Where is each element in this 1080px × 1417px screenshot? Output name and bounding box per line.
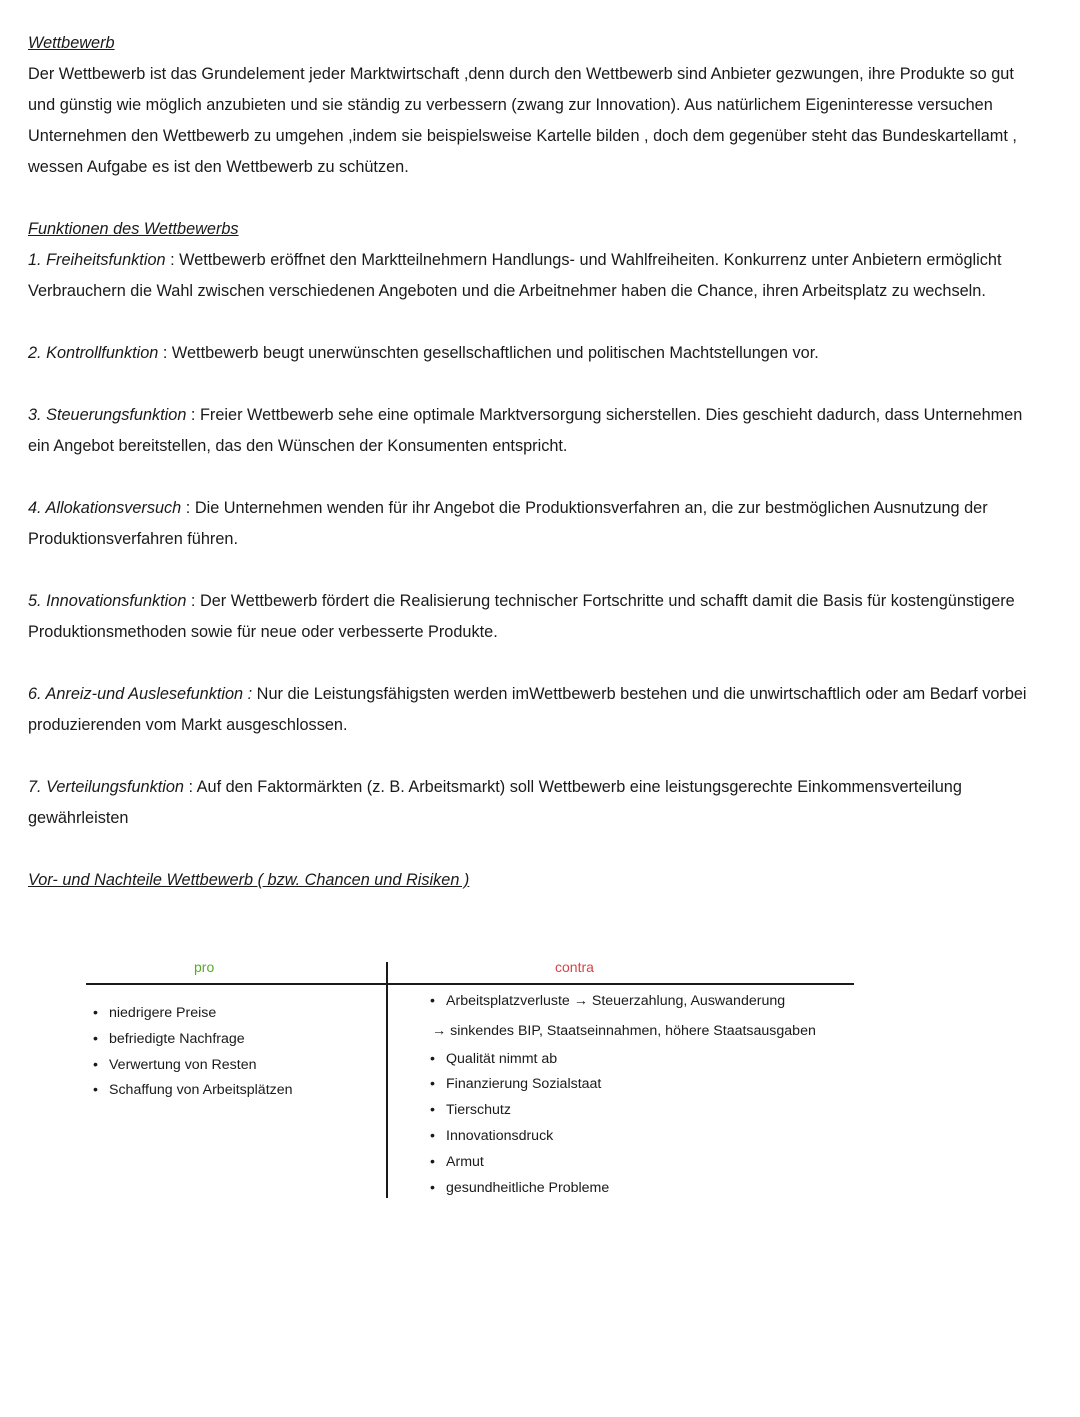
contra-item-text: → sinkendes BIP, Staatseinnahmen, höhere Staatsausgaben	[432, 1022, 816, 1039]
function-text: Nur die Leistungsfähigsten werden imWettbewerb bestehen und die unwirtschaftlich oder am Bedarf vorbei produzierenden vom Markt ausgeschlossen.	[28, 685, 1027, 734]
list-item	[423, 1098, 816, 1124]
spacer	[28, 648, 1038, 679]
contra-list	[423, 989, 816, 1201]
function-text: : Freier Wettbewerb sehe eine optimale Marktversorgung sicherstellen. Dies geschieht dadurch, dass Unternehmen ein Angebot bereitstellen, das den Wünschen der Konsumenten entspricht.	[28, 406, 1023, 455]
list-item	[86, 1078, 293, 1104]
contra-item-text: Tierschutz	[446, 1102, 511, 1119]
contra-column-header: contra	[555, 959, 594, 975]
list-item	[86, 1053, 293, 1079]
bullet-icon: •	[93, 1030, 98, 1047]
bullet-icon: •	[430, 1050, 435, 1067]
function-name: 6. Anreiz-und Auslesefunktion :	[28, 685, 253, 703]
section-heading-wettbewerb: Wettbewerb	[28, 34, 115, 52]
spacer	[28, 555, 1038, 586]
function-name: 2. Kontrollfunktion	[28, 344, 159, 362]
function-item	[28, 586, 1038, 648]
function-text: : Wettbewerb beugt unerwünschten gesellschaftlichen und politischen Machtstellungen vor.	[158, 344, 819, 362]
list-item	[423, 1047, 816, 1073]
function-item	[28, 493, 1038, 555]
list-item	[423, 1072, 816, 1098]
bullet-icon: •	[430, 1153, 435, 1170]
pro-item-text: Schaffung von Arbeitsplätzen	[109, 1082, 293, 1099]
bullet-icon: •	[93, 1082, 98, 1099]
function-text: : Die Unternehmen wenden für ihr Angebot die Produktionsverfahren an, die zur bestmöglichen Ausnutzung der Produktionsverfahren führen.	[28, 499, 988, 548]
contra-item-text: gesundheitliche Probleme	[446, 1179, 610, 1196]
spacer	[28, 307, 1038, 338]
contra-item-text: Qualität nimmt ab	[446, 1050, 558, 1067]
bullet-icon: •	[430, 1076, 435, 1093]
function-name: 5. Innovationsfunktion	[28, 592, 187, 610]
pro-column-header: pro	[194, 959, 215, 975]
function-item	[28, 679, 1038, 741]
contra-item-text: Arbeitsplatzverluste → Steuerzahlung, Auswanderung	[446, 993, 786, 1009]
function-text: : Auf den Faktormärkten (z. B. Arbeitsmarkt) soll Wettbewerb eine leistungsgerechte Einkommensverteilung gewährleisten	[28, 778, 962, 827]
list-item	[423, 1124, 816, 1150]
list-item	[423, 1176, 816, 1202]
bullet-icon: •	[93, 1005, 98, 1021]
bullet-icon: •	[430, 993, 435, 1009]
spacer	[28, 183, 1038, 214]
list-item	[423, 989, 816, 1015]
function-item	[28, 772, 1038, 834]
function-item	[28, 400, 1038, 462]
pro-list	[86, 1001, 293, 1104]
list-item	[86, 1027, 293, 1053]
function-name: 1. Freiheitsfunktion	[28, 251, 166, 269]
table-vertical-divider	[386, 962, 388, 1198]
pro-item-text: niedrigere Preise	[109, 1005, 217, 1021]
contra-item-text: Innovationsdruck	[446, 1127, 554, 1144]
function-item	[28, 245, 1038, 307]
spacer	[28, 462, 1038, 493]
document-page	[28, 28, 1038, 896]
pro-item-text: befriedigte Nachfrage	[109, 1030, 245, 1047]
list-item	[86, 1001, 293, 1027]
contra-item-text: Finanzierung Sozialstaat	[446, 1076, 602, 1093]
bullet-icon: •	[93, 1056, 98, 1073]
function-text: : Wettbewerb eröffnet den Marktteilnehmern Handlungs- und Wahlfreiheiten. Konkurrenz unter Anbietern ermöglicht Verbrauchern die Wahl zwischen verschiedenen Angeboten und die Arbeitnehmer haben die Chance, ihren Arbeitsplatz zu wechseln.	[28, 251, 1002, 300]
section-heading-vor-nachteile: Vor- und Nachteile Wettbewerb ( bzw. Chancen und Risiken )	[28, 871, 470, 889]
contra-item-text: Armut	[446, 1153, 484, 1170]
bullet-icon: •	[430, 1127, 435, 1144]
function-name: 4. Allokationsversuch	[28, 499, 182, 517]
pro-contra-table	[86, 955, 854, 1201]
table-horizontal-divider	[86, 983, 854, 985]
function-item	[28, 338, 1038, 369]
function-name: 3. Steuerungsfunktion	[28, 406, 187, 424]
list-item	[423, 1150, 816, 1176]
spacer	[28, 369, 1038, 400]
bullet-icon: •	[430, 1179, 435, 1196]
intro-paragraph: Der Wettbewerb ist das Grundelement jeder Marktwirtschaft ,denn durch den Wettbewerb sind Anbieter gezwungen, ihre Produkte so gut und günstig wie möglich anzubieten und sie ständig zu verbessern (zwang zur Innovation). Aus natürlichem Eigeninteresse versuchen Unternehmen den Wettbewerb zu umgehen ,indem sie beispielsweise Kartelle bilden , doch dem gegenüber steht das Bundeskartellamt , wessen Aufgabe es ist den Wettbewerb zu schützen.	[28, 65, 1017, 176]
spacer	[28, 741, 1038, 772]
function-text: : Der Wettbewerb fördert die Realisierung technischer Fortschritte und schafft damit die Basis für kostengünstigere Produktionsmethoden sowie für neue oder verbesserte Produkte.	[28, 592, 1015, 641]
list-item	[423, 1019, 816, 1045]
bullet-icon: •	[430, 1102, 435, 1119]
pro-item-text: Verwertung von Resten	[109, 1056, 257, 1073]
section-heading-funktionen: Funktionen des Wettbewerbs	[28, 220, 239, 238]
spacer	[28, 834, 1038, 865]
function-name: 7. Verteilungsfunktion	[28, 778, 184, 796]
